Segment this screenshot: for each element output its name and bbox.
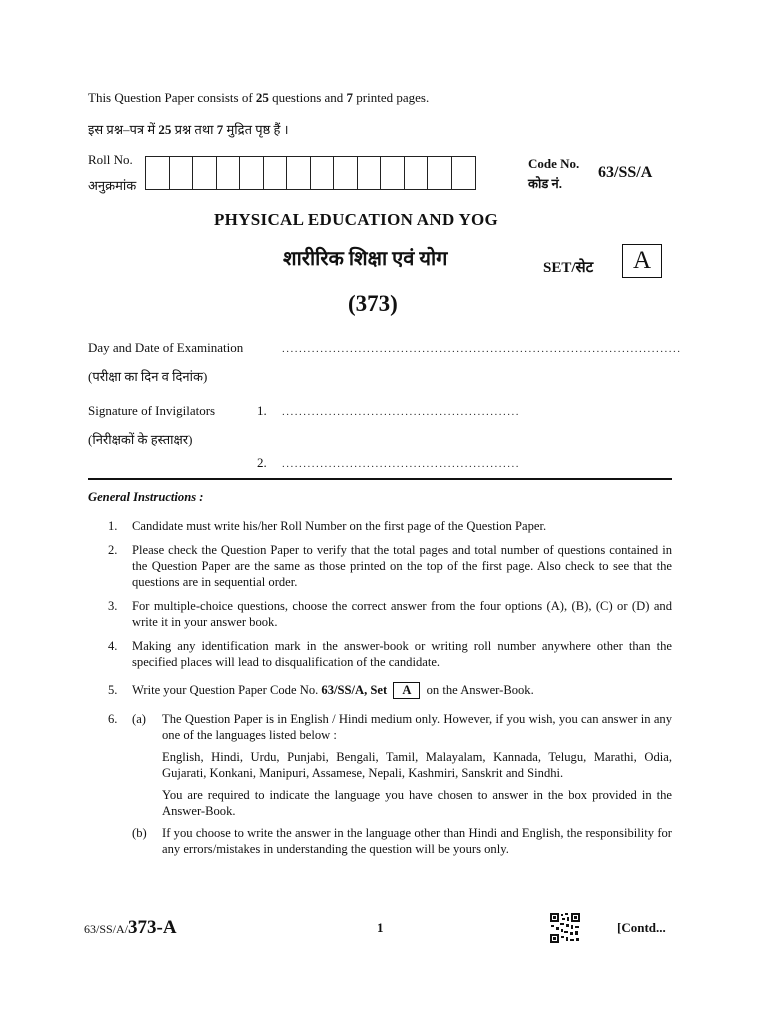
question-count-hindi: इस प्रश्न–पत्र में 25 प्रश्न तथा 7 मुद्रित पृष्ठ हैं । (88, 122, 289, 137)
page-number: 1 (377, 920, 384, 935)
roll-cell[interactable] (193, 157, 217, 189)
set-inline-box: A (393, 682, 420, 699)
instructions-list (108, 518, 672, 865)
roll-cell[interactable] (381, 157, 405, 189)
roll-cell[interactable] (311, 157, 335, 189)
roll-cell[interactable] (264, 157, 288, 189)
invigilator-1-dotted-line[interactable]: ........................................................ (282, 406, 520, 418)
exam-date-label-hi: (परीक्षा का दिन व दिनांक) (88, 369, 208, 384)
instruction-sub-b: (b) If you choose to write the answer in the language other than Hindi and English, the responsibility for any errors/mistakes in understanding the question will be yours only. (132, 826, 672, 856)
instruction-item: 5. Write your Question Paper Code No. 63/SS/A, Set A on the Answer-Book. (108, 683, 534, 697)
subject-code: (373) (348, 291, 398, 316)
code-label-en: Code No. (528, 156, 580, 171)
roll-cell[interactable] (428, 157, 452, 189)
roll-cell[interactable] (405, 157, 429, 189)
continued-label: [Contd... (617, 920, 666, 935)
instruction-item: 4. Making any identification mark in the answer-book or writing roll number anywhere other than the specified places will lead to disqualification of the candidate. (108, 639, 672, 669)
instruction-item: 2. Please check the Question Paper to verify that the total pages and total number of questions contained in the Question Paper are the same as those printed on the top of the first page. Also check to see that the questions are in sequential order. (108, 543, 672, 589)
instruction-item: 1. Candidate must write his/her Roll Number on the first page of the Question Paper. (108, 519, 547, 533)
code-value: 63/SS/A (598, 164, 653, 181)
roll-cell[interactable] (146, 157, 170, 189)
invigilator-1-number: 1. (257, 403, 267, 418)
roll-cell[interactable] (287, 157, 311, 189)
roll-cell[interactable] (240, 157, 264, 189)
exam-date-dotted-line[interactable]: .............................................................................................. (282, 343, 682, 355)
code-label-hi: कोड नं. (528, 176, 563, 191)
set-label: SET/सेट (543, 260, 594, 276)
set-box: A (622, 244, 662, 278)
instruction-sub-a: (a) The Question Paper is in English / Hindi medium only. However, if you wish, you can answer in any one of the languages listed below : English, Hindi, Urdu, Punjabi, Bengali, Tamil, Malayalam, Kannada, Telugu, Marathi, Odia, Gujarati, Konkani, Manipuri, Assamese, Nepali, Kashmiri, Sanskrit and Sindhi. You are required to indicate the language you have chosen to answer in the box provided in the Answer-Book. (132, 712, 672, 818)
invigilator-2-dotted-line[interactable]: ........................................................ (282, 458, 520, 470)
invigilator-label-en: Signature of Invigilators (88, 403, 216, 418)
roll-number-boxes[interactable] (145, 156, 476, 190)
invigilator-2-number: 2. (257, 455, 267, 470)
subject-title-hindi: शारीरिक शिक्षा एवं योग (283, 248, 448, 270)
exam-date-label-en: Day and Date of Examination (88, 340, 244, 355)
question-count-english: This Question Paper consists of 25 questions and 7 printed pages. (88, 90, 430, 105)
subject-title-english: PHYSICAL EDUCATION AND YOG (214, 210, 499, 229)
horizontal-rule (88, 478, 672, 480)
instruction-item: 6. (a) The Question Paper is in English / Hindi medium only. However, if you wish, you can answer in any one of the languages listed below : English, Hindi, Urdu, Punjabi, Bengali, Tamil, Malayalam, Kannada, Telugu, Marathi, Odia, Gujarati, Konkani, Manipuri, Assamese, Nepali, Kashmiri, Sanskrit and Sindhi. You are required to indicate the language you have chosen to answer in the box provided in the Answer-Book. (b) If you choose to write the answer in the language other than Hindi and English, the responsibility for any errors/mistakes in understanding the question will be yours only. (108, 712, 672, 856)
qr-code-icon (550, 913, 580, 943)
roll-cell[interactable] (170, 157, 194, 189)
roll-cell[interactable] (334, 157, 358, 189)
roll-cell[interactable] (452, 157, 476, 189)
roll-label-hi: अनुक्रमांक (88, 178, 137, 193)
roll-cell[interactable] (358, 157, 382, 189)
instruction-item: 3. For multiple-choice questions, choose the correct answer from the four options (A), (B), (C) or (D) and write it in your answer book. (108, 599, 672, 629)
footer-paper-code: 63/SS/A/373-A (84, 917, 177, 938)
roll-label-en: Roll No. (88, 152, 133, 167)
roll-cell[interactable] (217, 157, 241, 189)
instructions-heading: General Instructions : (88, 490, 204, 504)
invigilator-label-hi: (निरीक्षकों के हस्ताक्षर) (88, 432, 193, 447)
